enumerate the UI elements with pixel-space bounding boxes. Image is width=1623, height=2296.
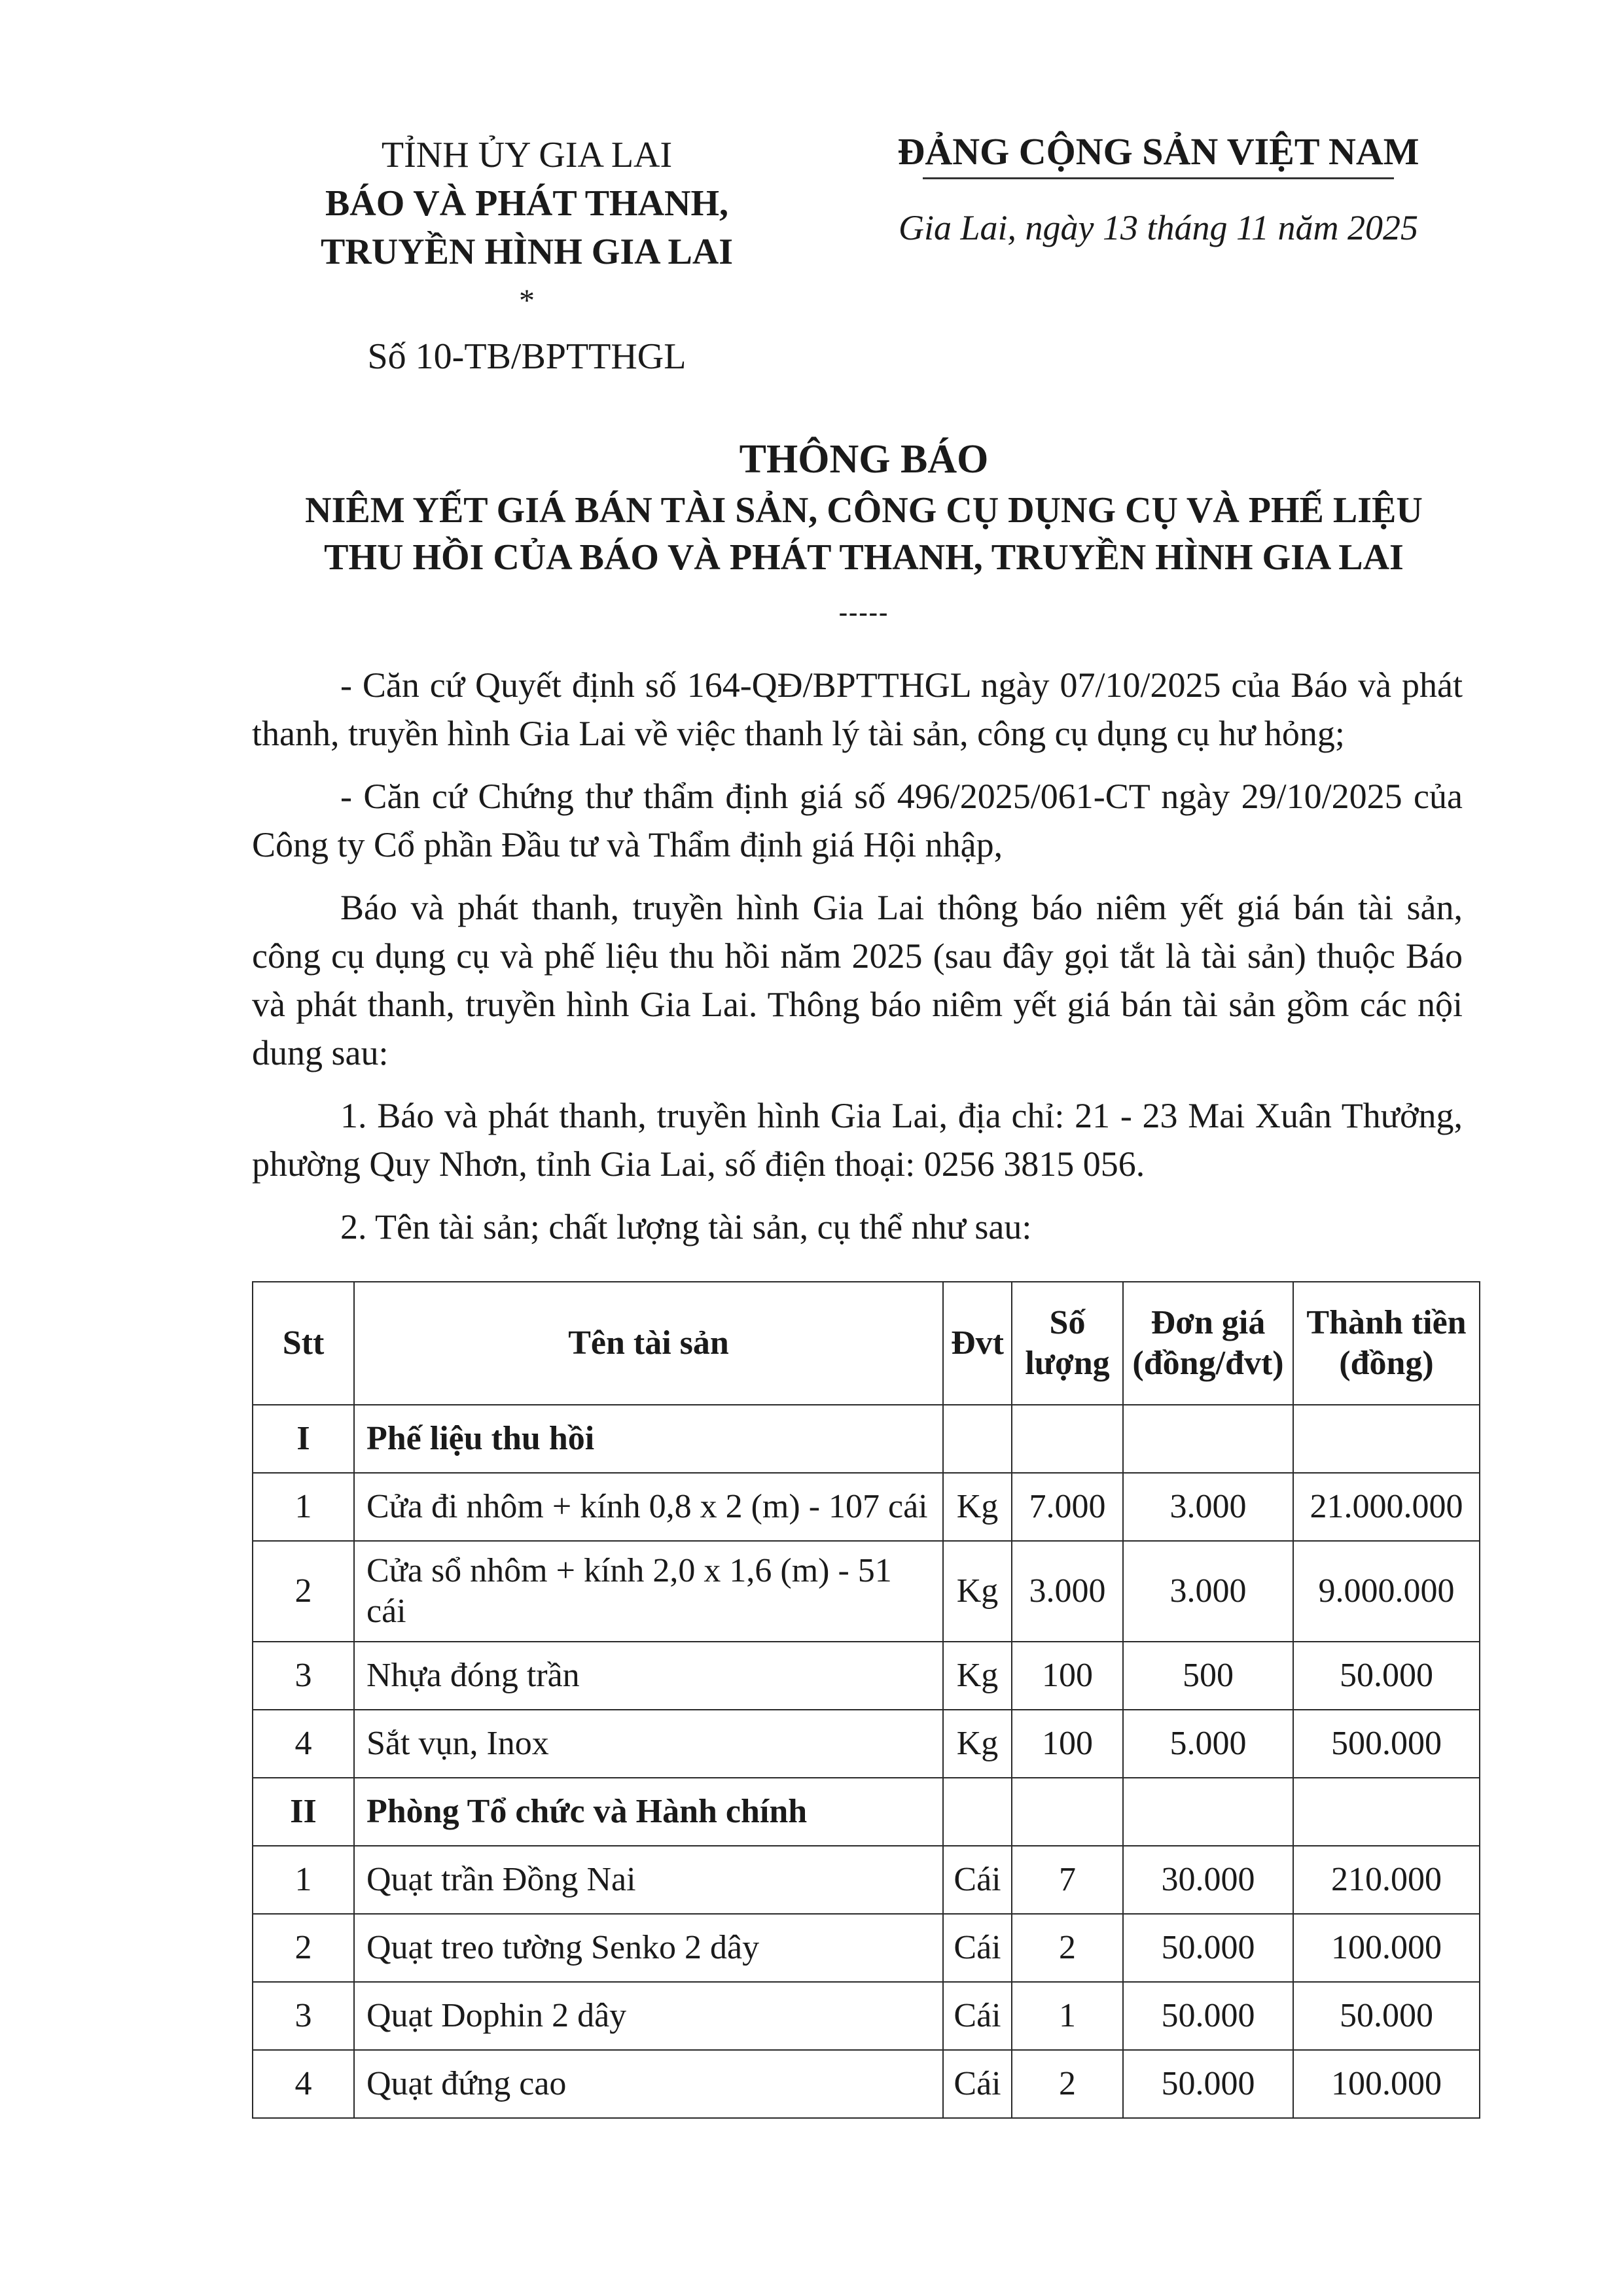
cell-total: 210.000 [1293, 1846, 1480, 1914]
cell-stt: 3 [253, 1642, 354, 1710]
empty-cell [1012, 1405, 1123, 1473]
cell-price: 50.000 [1123, 1982, 1293, 2050]
cell-price: 3.000 [1123, 1541, 1293, 1642]
document-number: Số 10-TB/BPTTHGL [367, 336, 687, 377]
cell-unit: Kg [943, 1541, 1012, 1642]
section-title: Phòng Tổ chức và Hành chính [354, 1778, 943, 1846]
document-title-block [249, 432, 1479, 626]
cell-price: 500 [1123, 1642, 1293, 1710]
document-date: Gia Lai, ngày 13 tháng 11 năm 2025 [899, 208, 1418, 247]
title-separator: ----- [838, 597, 889, 627]
cell-unit: Cái [943, 2050, 1012, 2118]
cell-stt: 3 [253, 1982, 354, 2050]
col-header-total-line2: (đồng) [1339, 1345, 1434, 1382]
table-row [253, 1914, 1480, 1982]
cell-unit: Kg [943, 1642, 1012, 1710]
cell-total: 100.000 [1293, 2050, 1480, 2118]
cell-unit: Cái [943, 1982, 1012, 2050]
issuer-header [308, 131, 746, 381]
legal-basis-2: - Căn cứ Chứng thư thẩm định giá số 496/2025/061-CT ngày 29/10/2025 của Công ty Cổ phần Đầu tư và Thẩm định giá Hội nhập, [252, 777, 1463, 864]
cell-name: Quạt treo tường Senko 2 dây [354, 1914, 943, 1982]
col-header-qty-line2: lượng [1025, 1345, 1110, 1382]
table-row [253, 1541, 1480, 1642]
col-header-total [1293, 1282, 1480, 1405]
col-header-price [1123, 1282, 1293, 1405]
intro-paragraph: Báo và phát thanh, truyền hình Gia Lai thông báo niêm yết giá bán tài sản, công cụ dụng cụ và phế liệu thu hồi năm 2025 (sau đây gọi tắt là tài sản) thuộc Báo và phát thanh, truyền hình Gia Lai. Thông báo niêm yết giá bán tài sản gồm các nội dung sau: [252, 888, 1463, 1072]
cell-name: Quạt Dophin 2 dây [354, 1982, 943, 2050]
cell-stt: 1 [253, 1473, 354, 1541]
empty-cell [943, 1405, 1012, 1473]
issuer-parent-org: TỈNH ỦY GIA LAI [381, 135, 673, 175]
empty-cell [1123, 1405, 1293, 1473]
col-header-total-line1: Thành tiền [1306, 1304, 1467, 1341]
cell-name: Nhựa đóng trần [354, 1642, 943, 1710]
col-header-price-line2: (đồng/đvt) [1132, 1345, 1284, 1382]
cell-total: 100.000 [1293, 1914, 1480, 1982]
cell-unit: Cái [943, 1914, 1012, 1982]
cell-name: Quạt đứng cao [354, 2050, 943, 2118]
cell-name: Sắt vụn, Inox [354, 1710, 943, 1778]
cell-total: 9.000.000 [1293, 1541, 1480, 1642]
issuer-org-line1: BÁO VÀ PHÁT THANH, [325, 183, 729, 224]
section-stt: I [253, 1405, 354, 1473]
col-header-price-line1: Đơn giá [1150, 1304, 1266, 1341]
cell-stt: 4 [253, 2050, 354, 2118]
cell-price: 30.000 [1123, 1846, 1293, 1914]
cell-qty: 2 [1012, 1914, 1123, 1982]
cell-total: 500.000 [1293, 1710, 1480, 1778]
item-1-address: 1. Báo và phát thanh, truyền hình Gia Lai, địa chỉ: 21 - 23 Mai Xuân Thưởng, phường Quy Nhơn, tỉnh Gia Lai, số điện thoại: 0256 3815 056. [252, 1096, 1463, 1184]
cell-price: 50.000 [1123, 2050, 1293, 2118]
party-name: ĐẢNG CỘNG SẢN VIỆT NAM [897, 130, 1419, 173]
col-header-name: Tên tài sản [354, 1282, 943, 1405]
cell-qty: 100 [1012, 1642, 1123, 1710]
document-body [252, 661, 1463, 1265]
document-title: THÔNG BÁO [739, 437, 989, 482]
cell-stt: 2 [253, 1541, 354, 1642]
empty-cell [1123, 1778, 1293, 1846]
document-subtitle-line2: THU HỒI CỦA BÁO VÀ PHÁT THANH, TRUYỀN HÌNH GIA LAI [324, 537, 1404, 578]
cell-price: 50.000 [1123, 1914, 1293, 1982]
table-row [253, 1710, 1480, 1778]
party-underline [923, 177, 1394, 179]
section-title: Phế liệu thu hồi [354, 1405, 943, 1473]
cell-unit: Kg [943, 1710, 1012, 1778]
item-2-heading: 2. Tên tài sản; chất lượng tài sản, cụ thể như sau: [340, 1207, 1032, 1246]
cell-price: 5.000 [1123, 1710, 1293, 1778]
legal-basis-1: - Căn cứ Quyết định số 164-QĐ/BPTTHGL ngày 07/10/2025 của Báo và phát thanh, truyền hình Gia Lai về việc thanh lý tài sản, công cụ dụng cụ hư hỏng; [252, 665, 1463, 753]
table-row [253, 1846, 1480, 1914]
section-row [253, 1778, 1480, 1846]
cell-total: 21.000.000 [1293, 1473, 1480, 1541]
asset-price-table [252, 1281, 1480, 2119]
cell-unit: Cái [943, 1846, 1012, 1914]
table-header-row [253, 1282, 1480, 1405]
cell-name: Cửa sổ nhôm + kính 2,0 x 1,6 (m) - 51 cái [354, 1541, 943, 1642]
empty-cell [943, 1778, 1012, 1846]
section-stt: II [253, 1778, 354, 1846]
col-header-qty-line1: Số [1049, 1304, 1086, 1341]
cell-stt: 1 [253, 1846, 354, 1914]
cell-stt: 2 [253, 1914, 354, 1982]
section-row [253, 1405, 1480, 1473]
table-row [253, 1473, 1480, 1541]
empty-cell [1012, 1778, 1123, 1846]
cell-qty: 1 [1012, 1982, 1123, 2050]
cell-name: Quạt trần Đồng Nai [354, 1846, 943, 1914]
empty-cell [1293, 1778, 1480, 1846]
cell-qty: 2 [1012, 2050, 1123, 2118]
cell-name: Cửa đi nhôm + kính 0,8 x 2 (m) - 107 cái [354, 1473, 943, 1541]
table-row [253, 1982, 1480, 2050]
table-row [253, 1642, 1480, 1710]
issuer-org-line2: TRUYỀN HÌNH GIA LAI [320, 232, 734, 272]
cell-qty: 7.000 [1012, 1473, 1123, 1541]
document-subtitle-line1: NIÊM YẾT GIÁ BÁN TÀI SẢN, CÔNG CỤ DỤNG CỤ VÀ PHẾ LIỆU [305, 490, 1423, 531]
col-header-stt: Stt [253, 1282, 354, 1405]
cell-unit: Kg [943, 1473, 1012, 1541]
cell-stt: 4 [253, 1710, 354, 1778]
col-header-qty [1012, 1282, 1123, 1405]
cell-qty: 7 [1012, 1846, 1123, 1914]
cell-total: 50.000 [1293, 1982, 1480, 2050]
empty-cell [1293, 1405, 1480, 1473]
col-header-unit: Đvt [943, 1282, 1012, 1405]
table-row [253, 2050, 1480, 2118]
cell-price: 3.000 [1123, 1473, 1293, 1541]
cell-qty: 100 [1012, 1710, 1123, 1778]
star-divider: * [519, 283, 535, 318]
cell-qty: 3.000 [1012, 1541, 1123, 1642]
cell-total: 50.000 [1293, 1642, 1480, 1710]
party-header [870, 128, 1446, 251]
